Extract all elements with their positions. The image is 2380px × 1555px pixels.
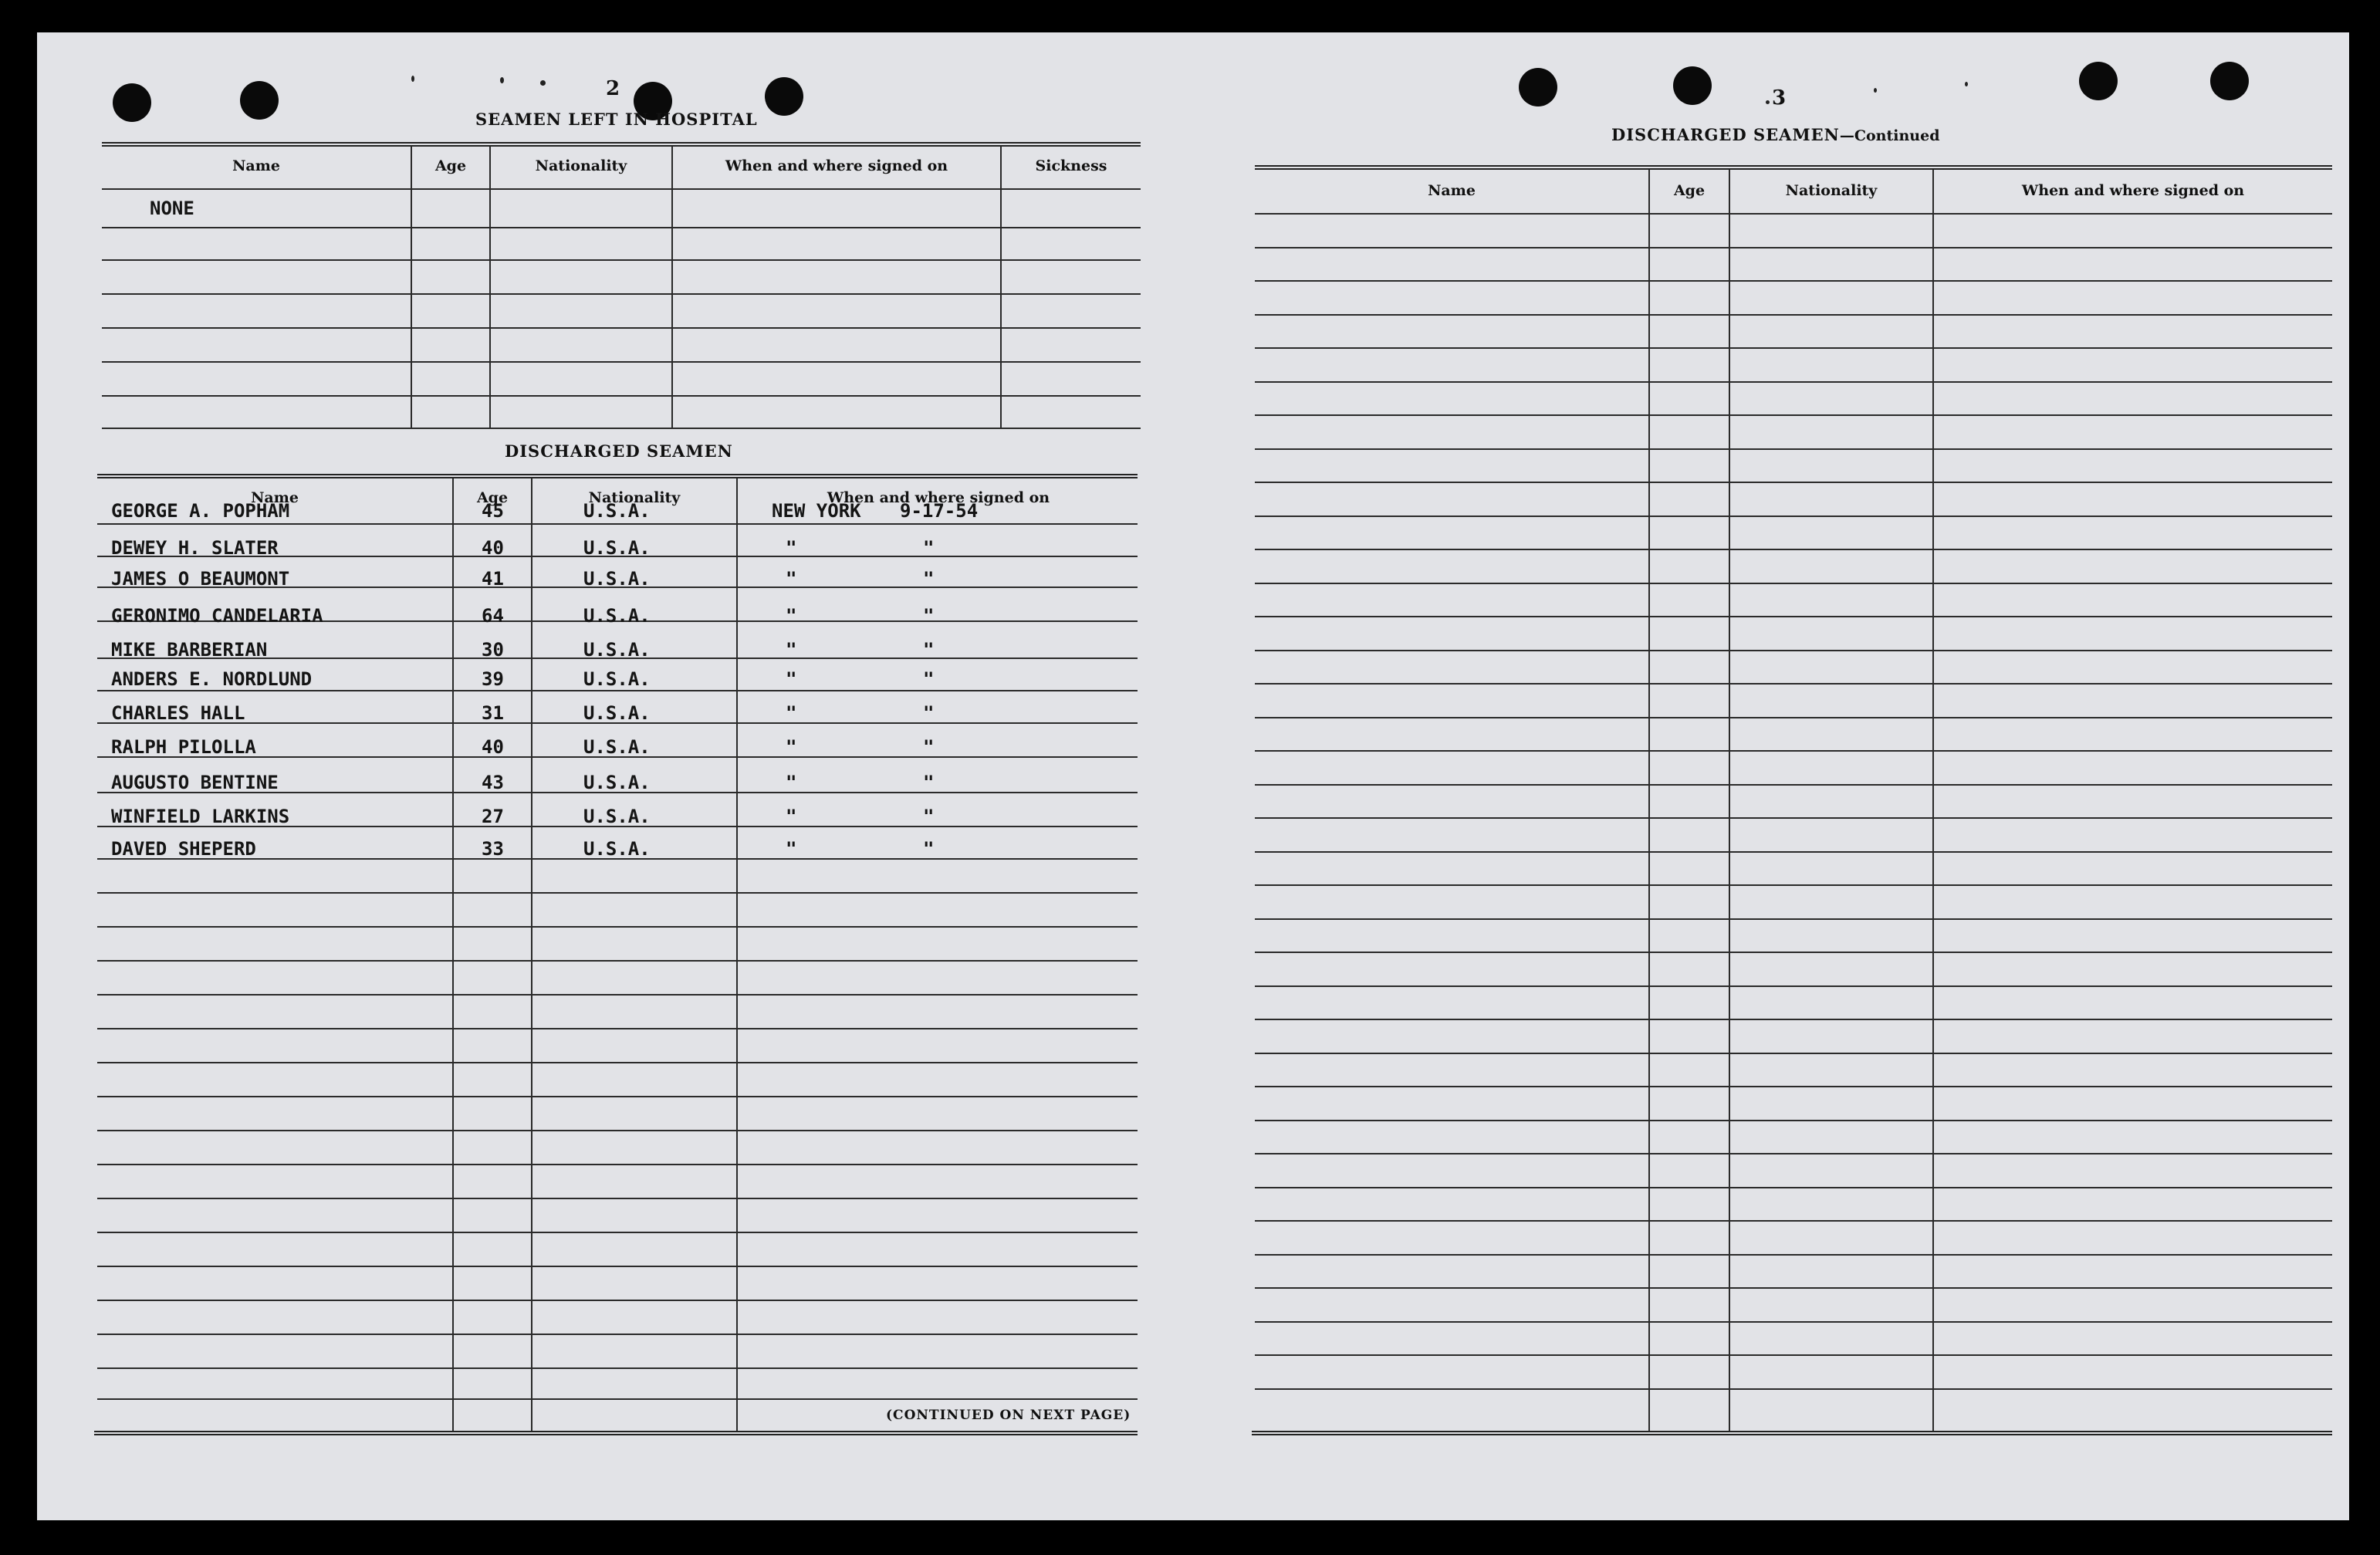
seaman-age: 45 (482, 500, 504, 522)
table-rule (1252, 1431, 2332, 1435)
col-header-nationality: Nationality (535, 157, 627, 174)
ruled-line (97, 1266, 1138, 1267)
ruled-line (97, 1130, 1138, 1131)
continued-note: (CONTINUED ON NEXT PAGE) (886, 1408, 1131, 1423)
signed-on-date: " (923, 605, 935, 627)
seaman-nationality: U.S.A. (583, 568, 651, 590)
col-header-age: Age (434, 157, 467, 174)
ruled-line (1255, 381, 2332, 383)
signed-on-place: " (786, 568, 797, 590)
punch-hole-icon (113, 83, 151, 122)
ruled-line (1255, 482, 2332, 483)
seaman-name: AUGUSTO BENTINE (111, 772, 279, 793)
ruled-line (1255, 717, 2332, 718)
ruled-line (1255, 1053, 2332, 1054)
ruled-line (1255, 314, 2332, 316)
signed-on-date: " (923, 736, 935, 758)
seaman-nationality: U.S.A. (583, 500, 651, 522)
ruled-line (97, 1367, 1138, 1369)
signed-on-place: " (786, 702, 797, 724)
table-rule (97, 474, 1138, 478)
ruled-line (97, 1198, 1138, 1199)
ruled-line (97, 892, 1138, 894)
ruled-line (1255, 784, 2332, 786)
col-header-name: Name (232, 157, 280, 174)
seaman-age: 41 (482, 568, 504, 590)
ruled-line (1255, 750, 2332, 752)
ruled-line (1255, 650, 2332, 651)
table-rule (94, 1431, 1138, 1435)
ruled-line (1255, 851, 2332, 853)
ruled-line (1255, 952, 2332, 953)
col-header-name: Name (1428, 182, 1476, 199)
signed-on-place: NEW YORK (772, 500, 861, 522)
seaman-name: JAMES O BEAUMONT (111, 568, 290, 590)
col-header-nationality: Nationality (1785, 182, 1878, 199)
ruled-line (1255, 213, 2332, 215)
seaman-nationality: U.S.A. (583, 668, 651, 690)
punch-hole-icon (765, 77, 803, 116)
ruled-line (1255, 1153, 2332, 1154)
section-title-continued: —Continued (1839, 127, 1940, 144)
ruled-line (97, 690, 1138, 691)
seaman-nationality: U.S.A. (583, 537, 651, 559)
signed-on-place: " (786, 668, 797, 690)
ruled-line (97, 1300, 1138, 1301)
ruled-line (1255, 1287, 2332, 1289)
signed-on-place: " (786, 537, 797, 559)
ruled-line (1255, 1254, 2332, 1256)
col-header-name: Name (251, 489, 299, 506)
seaman-name: GERONIMO CANDELARIA (111, 605, 323, 627)
seaman-name: DEWEY H. SLATER (111, 537, 279, 559)
seaman-name: ANDERS E. NORDLUND (111, 668, 313, 690)
col-header-signed-on: When and where signed on (725, 157, 948, 174)
seaman-age: 40 (482, 736, 504, 758)
ruled-line (97, 523, 1138, 525)
ruled-line (1255, 1187, 2332, 1188)
col-header-signed-on: When and where signed on (827, 489, 1050, 506)
ruled-line (1255, 1086, 2332, 1087)
table-rule (1255, 165, 2332, 170)
seaman-name: DAVED SHEPERD (111, 838, 256, 860)
signed-on-date: " (923, 668, 935, 690)
ruled-line (1255, 985, 2332, 987)
seaman-age: 39 (482, 668, 504, 690)
hospital-entry: NONE (150, 198, 194, 219)
signed-on-place: " (786, 806, 797, 827)
ruled-line (97, 1096, 1138, 1097)
ruled-line (1255, 1388, 2332, 1390)
col-header-age: Age (476, 489, 509, 506)
seaman-nationality: U.S.A. (583, 772, 651, 793)
seaman-nationality: U.S.A. (583, 806, 651, 827)
hospital-section-title: SEAMEN LEFT IN HOSPITAL (475, 110, 758, 129)
punch-hole-icon (240, 81, 279, 120)
page-number: 2 (606, 77, 620, 100)
ruled-line (1255, 448, 2332, 450)
seaman-age: 64 (482, 605, 504, 627)
punch-hole-icon (2079, 62, 2118, 100)
seaman-age: 40 (482, 537, 504, 559)
ruled-line (97, 1062, 1138, 1063)
ruled-line (1255, 549, 2332, 550)
ruled-line (97, 1164, 1138, 1165)
ruled-line (97, 1028, 1138, 1029)
ruled-line (1255, 347, 2332, 349)
ruled-line (1255, 1120, 2332, 1121)
discharged-section-title: DISCHARGED SEAMEN (505, 441, 733, 461)
punch-hole-icon (2210, 62, 2249, 100)
ruled-line (1255, 280, 2332, 282)
col-header-sickness: Sickness (1035, 157, 1107, 174)
seaman-age: 33 (482, 838, 504, 860)
ruled-line (97, 1334, 1138, 1335)
table-rule (102, 142, 1141, 147)
punch-hole-icon (1673, 66, 1712, 105)
signed-on-date: " (923, 838, 935, 860)
signed-on-date: " (923, 568, 935, 590)
seaman-age: 31 (482, 702, 504, 724)
signed-on-place: " (786, 639, 797, 661)
ruled-line (1255, 683, 2332, 685)
signed-on-date: " (923, 702, 935, 724)
signed-on-date: " (923, 772, 935, 793)
ruled-line (97, 994, 1138, 996)
col-header-signed-on: When and where signed on (2021, 182, 2245, 199)
signed-on-date: " (923, 537, 935, 559)
seaman-age: 43 (482, 772, 504, 793)
section-title-main: DISCHARGED SEAMEN (1611, 125, 1840, 144)
ruled-line (1255, 918, 2332, 920)
page-number: 3 (1772, 86, 1787, 110)
seaman-name: MIKE BARBERIAN (111, 639, 268, 661)
seaman-name: CHARLES HALL (111, 702, 245, 724)
seaman-age: 30 (482, 639, 504, 661)
ruled-line (1255, 247, 2332, 248)
ruled-line (1255, 1354, 2332, 1356)
ruled-line (97, 960, 1138, 962)
ruled-line (97, 926, 1138, 928)
ruled-line (1255, 817, 2332, 819)
signed-on-place: " (786, 736, 797, 758)
signed-on-place: " (786, 838, 797, 860)
seaman-nationality: U.S.A. (583, 605, 651, 627)
col-header-nationality: Nationality (588, 489, 681, 506)
seaman-age: 27 (482, 806, 504, 827)
document-sheet (37, 32, 2349, 1520)
seaman-nationality: U.S.A. (583, 736, 651, 758)
ruled-line (1255, 1321, 2332, 1323)
seaman-nationality: U.S.A. (583, 702, 651, 724)
signed-on-date: 9-17-54 (900, 500, 979, 522)
ruled-line (1255, 516, 2332, 517)
seaman-name: GEORGE A. POPHAM (111, 500, 290, 522)
ruled-line (1255, 583, 2332, 584)
ruled-line (1255, 1019, 2332, 1020)
seaman-nationality: U.S.A. (583, 639, 651, 661)
punch-hole-icon (1519, 68, 1557, 106)
signed-on-place: " (786, 605, 797, 627)
seaman-name: RALPH PILOLLA (111, 736, 256, 758)
seaman-nationality: U.S.A. (583, 838, 651, 860)
ruled-line (1255, 1220, 2332, 1222)
continued-section-title (1611, 125, 1940, 144)
col-header-age: Age (1673, 182, 1706, 199)
ruled-line (97, 1398, 1138, 1400)
ruled-line (1255, 884, 2332, 886)
signed-on-date: " (923, 639, 935, 661)
ruled-line (1255, 414, 2332, 416)
signed-on-place: " (786, 772, 797, 793)
seaman-name: WINFIELD LARKINS (111, 806, 290, 827)
ruled-line (97, 1232, 1138, 1233)
ruled-line (1255, 616, 2332, 617)
signed-on-date: " (923, 806, 935, 827)
